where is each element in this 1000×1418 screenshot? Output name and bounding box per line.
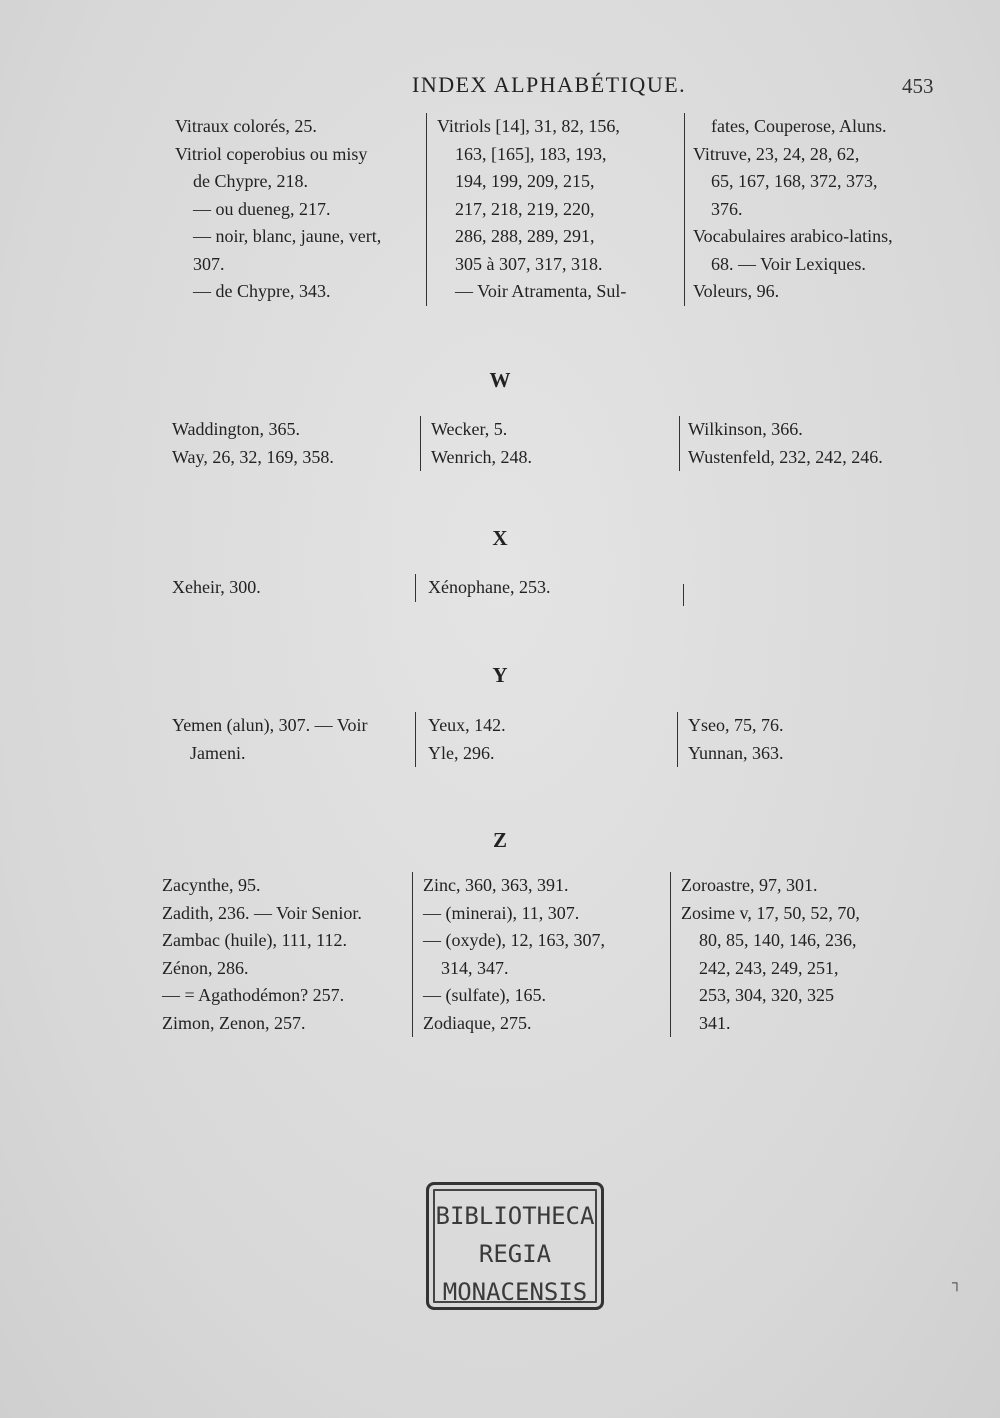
section-letter-y: Y <box>492 663 508 687</box>
index-entry: Waddington, 365. <box>172 419 301 439</box>
page-title: INDEX ALPHABÉTIQUE. <box>412 72 687 97</box>
index-column-3 <box>679 416 953 471</box>
index-column-2 <box>415 712 678 767</box>
index-column-1 <box>172 712 412 767</box>
index-entry: 341. <box>699 1012 731 1033</box>
index-entry: Zimon, Zenon, 257. <box>162 1012 306 1033</box>
stamp-line: MONACENSIS <box>442 1278 588 1306</box>
index-entry: 217, 218, 219, 220, <box>455 198 595 219</box>
index-entry: — noir, blanc, jaune, vert, <box>193 226 382 246</box>
index-entry: Wustenfeld, 232, 242, 246. <box>688 446 883 467</box>
index-column-1 <box>172 574 412 602</box>
index-entry: Yle, 296. <box>428 742 495 763</box>
index-entry: — (minerai), 11, 307. <box>423 902 580 923</box>
index-column-1 <box>172 416 412 471</box>
index-entry: Voleurs, 96. <box>693 281 780 301</box>
section-letter-w: W <box>489 368 511 392</box>
library-stamp <box>426 1182 604 1310</box>
index-entry: Zosime v, 17, 50, 52, 70, <box>681 902 860 923</box>
section-letter-z: Z <box>492 828 507 852</box>
index-entry: 80, 85, 140, 146, 236, <box>699 930 857 950</box>
index-entry: 376. <box>711 198 743 219</box>
index-entry: Zénon, 286. <box>162 957 249 978</box>
index-entry: Zambac (huile), 111, 112. <box>162 930 347 950</box>
index-column-2 <box>412 872 673 1037</box>
index-entry: Zacynthe, 95. <box>162 875 261 895</box>
page-header <box>0 72 1000 108</box>
index-entry: — (oxyde), 12, 163, 307, <box>423 930 605 950</box>
index-entry: 242, 243, 249, 251, <box>699 957 839 978</box>
index-entry: Yunnan, 363. <box>688 742 784 763</box>
index-entry: 305 à 307, 317, 318. <box>455 253 603 274</box>
index-column-1 <box>175 113 420 306</box>
scan-mark: ┐ <box>952 1276 962 1291</box>
section-letter-x: X <box>492 526 508 550</box>
page-number: 453 <box>902 74 934 98</box>
index-column-2 <box>420 416 681 471</box>
index-entry: Zodiaque, 275. <box>423 1012 532 1033</box>
index-entry: Vitraux colorés, 25. <box>175 116 317 136</box>
index-entry: Vitriol coperobius ou misy <box>175 143 368 164</box>
index-entry: 314, 347. <box>441 957 509 978</box>
index-entry: — ou dueneg, 217. <box>193 198 331 219</box>
index-entry: Zoroastre, 97, 301. <box>681 875 818 895</box>
index-entry: — Voir Atramenta, Sul- <box>455 281 627 301</box>
index-entry: 65, 167, 168, 372, 373, <box>711 171 878 191</box>
index-entry: Yeux, 142. <box>428 715 506 735</box>
index-column-3 <box>677 712 938 767</box>
index-entry: Zadith, 236. — Voir Senior. <box>162 902 362 923</box>
index-column-3 <box>684 113 948 306</box>
index-entry: Yemen (alun), 307. — Voir <box>172 715 368 735</box>
stamp-line: BIBLIOTHECA <box>435 1202 595 1230</box>
index-entry: Vitruve, 23, 24, 28, 62, <box>693 143 860 164</box>
index-entry: 68. — Voir Lexiques. <box>711 253 866 274</box>
index-entry: Zinc, 360, 363, 391. <box>423 875 569 895</box>
index-entry: de Chypre, 218. <box>193 171 308 191</box>
index-entry: Vitriols [14], 31, 82, 156, <box>437 116 620 136</box>
index-entry: — (sulfate), 165. <box>423 985 546 1005</box>
index-entry: Vocabulaires arabico-latins, <box>693 226 893 246</box>
index-entry: Wilkinson, 366. <box>688 419 803 439</box>
index-entry: Jameni. <box>190 742 246 763</box>
index-entry: Yseo, 75, 76. <box>688 715 784 735</box>
index-entry: fates, Couperose, Aluns. <box>711 116 887 136</box>
index-column-2 <box>426 113 692 306</box>
index-entry: — de Chypre, 343. <box>193 281 331 301</box>
index-entry: 194, 199, 209, 215, <box>455 171 595 191</box>
index-entry: Xénophane, 253. <box>428 577 551 597</box>
index-entry: 163, [165], 183, 193, <box>455 143 607 164</box>
column-rule <box>683 584 684 606</box>
index-column-3 <box>670 872 946 1037</box>
index-entry: Wenrich, 248. <box>431 446 533 467</box>
index-entry: 307. <box>193 253 225 274</box>
index-entry: Way, 26, 32, 169, 358. <box>172 446 334 467</box>
index-entry: Wecker, 5. <box>431 419 508 439</box>
index-entry: — = Agathodémon? 257. <box>162 985 345 1005</box>
index-column-1 <box>162 872 407 1037</box>
index-entry: 286, 288, 289, 291, <box>455 226 595 246</box>
index-entry: 253, 304, 320, 325 <box>699 985 834 1005</box>
index-column-2 <box>415 574 678 602</box>
index-entry: Xeheir, 300. <box>172 577 261 597</box>
stamp-line: REGIA <box>478 1240 552 1268</box>
